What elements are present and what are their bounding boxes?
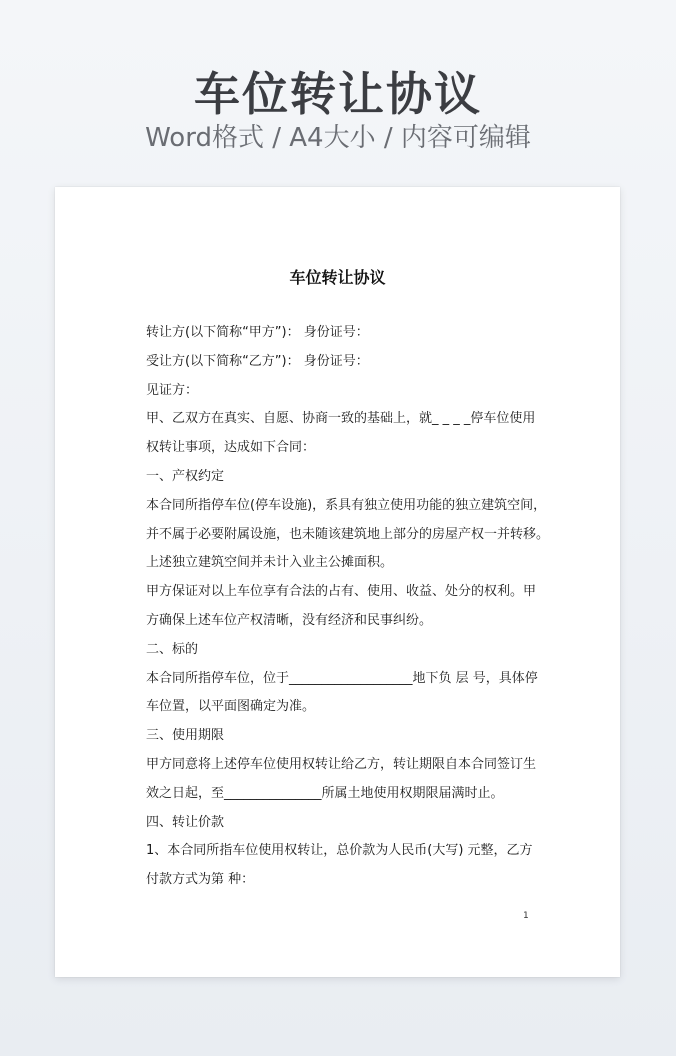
paragraph-line: 上述独立建筑空间并未计入业主公摊面积。: [146, 555, 394, 571]
paragraph-line: 方确保上述车位产权清晰，没有经济和民事纠纷。: [146, 612, 433, 628]
section-heading: 一、产权约定: [146, 468, 225, 484]
party-b-line: 受让方(以下简称“乙方”)： 身份证号：: [146, 353, 369, 369]
section-heading: 三、使用期限: [146, 728, 225, 744]
section-heading: 四、转让价款: [146, 814, 225, 830]
banner-subtitle: Word格式 / A4大小 / 内容可编辑: [145, 123, 531, 153]
paragraph-line: 车位置，以平面图确定为准。: [146, 699, 316, 715]
banner-title: 车位转让协议: [194, 67, 482, 121]
paragraph-line: 本合同所指停车位，位于___________________地下负 层 号，具体停: [146, 670, 538, 686]
paragraph-line: 付款方式为第 种：: [146, 872, 255, 888]
document-title: 车位转让协议: [289, 268, 386, 287]
paragraph-line: 效之日起，至_______________所属土地使用权期限届满时止。: [146, 785, 504, 801]
paragraph-line: 本合同所指停车位(停车设施)，系具有独立使用功能的独立建筑空间，: [146, 497, 547, 513]
paragraph-line: 甲方保证对以上车位享有合法的占有、使用、收益、处分的权利。甲: [146, 584, 537, 600]
witness-line: 见证方：: [146, 382, 199, 398]
page-number: 1: [523, 911, 529, 921]
party-a-line: 转让方(以下简称“甲方”)： 身份证号：: [146, 325, 369, 340]
document-body: [146, 319, 550, 895]
preamble-line: 权转让事项，达成如下合同：: [146, 440, 316, 456]
preamble-line: 甲、乙双方在真实、自愿、协商一致的基础上，就_ _ _ _停车位使用: [146, 411, 536, 427]
paragraph-line: 并不属于必要附属设施，也未随该建筑地上部分的房屋产权一并转移。: [146, 526, 550, 542]
paragraph-line: 甲方同意将上述停车位使用权转让给乙方，转让期限自本合同签订生: [146, 756, 537, 772]
section-heading: 二、标的: [146, 641, 199, 657]
paragraph-line: 1、本合同所指车位使用权转让，总价款为人民币(大写) 元整，乙方: [146, 843, 533, 859]
document-page: [55, 187, 620, 977]
